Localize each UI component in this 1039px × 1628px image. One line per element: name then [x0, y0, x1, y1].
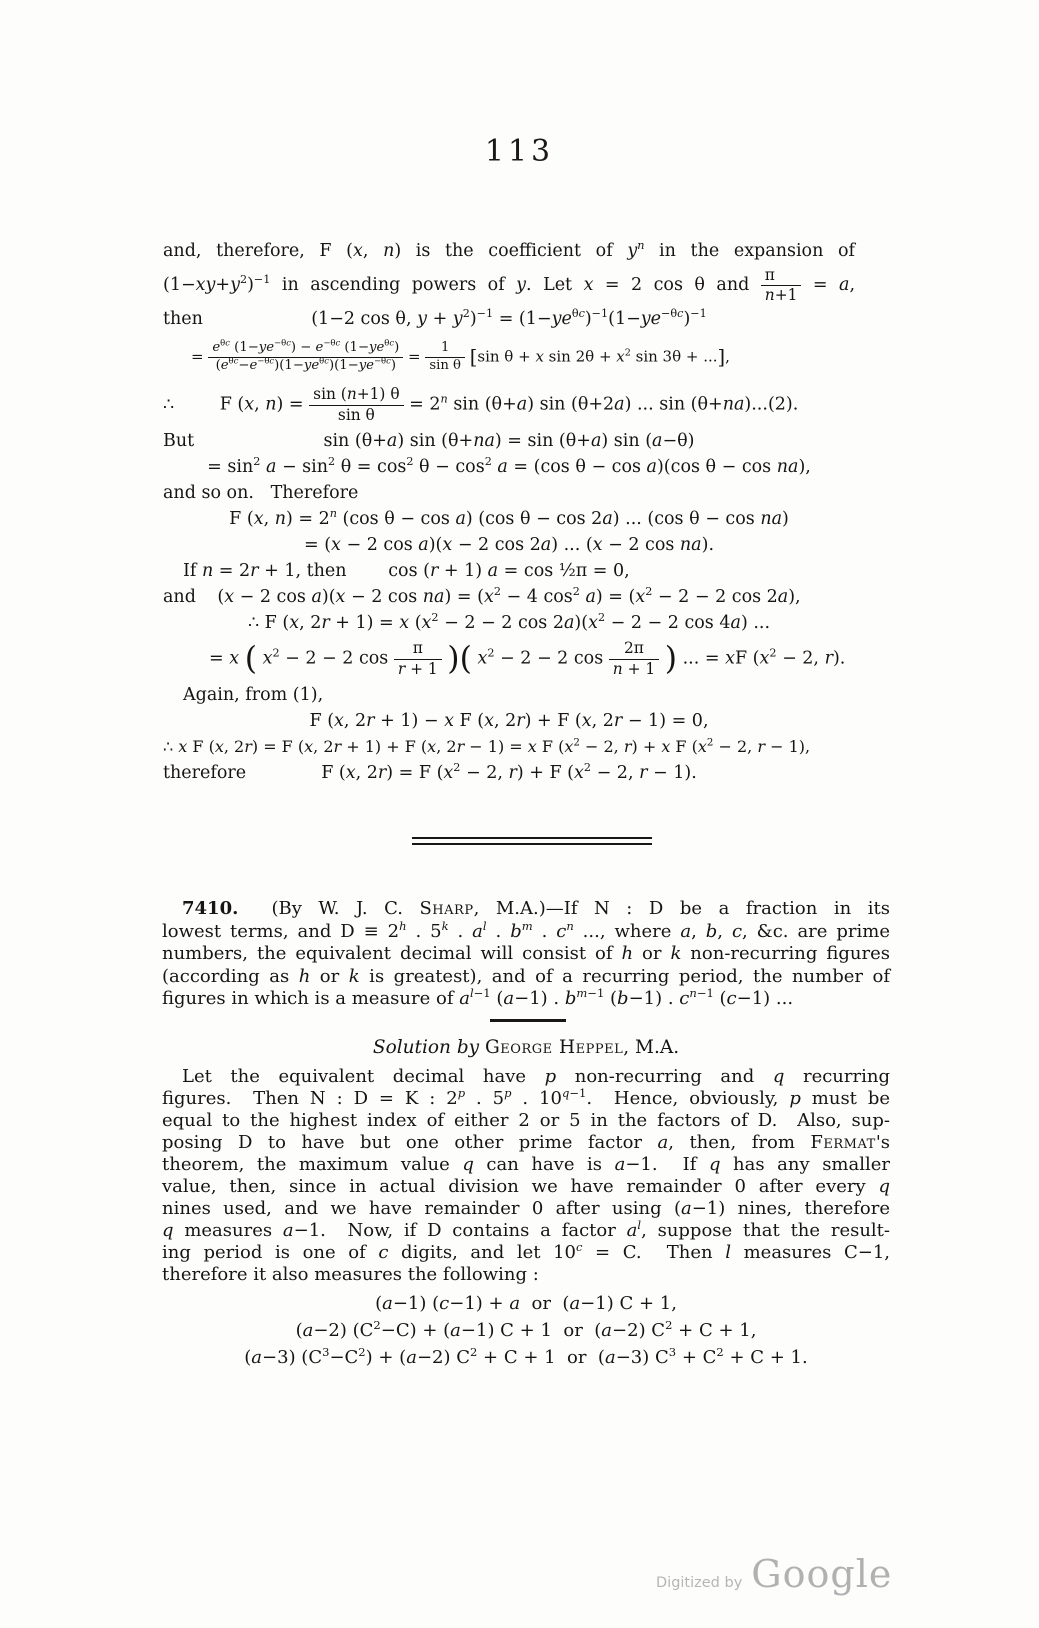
equation-line — [163, 306, 855, 332]
equation-line — [163, 382, 855, 428]
line-formula: = x ( $x^2 - 2 - 2$ cos $\frac{\pi}{r + 1}$ )( $x^2 - 2 - 2$ cos $\frac{2\pi}{n + 1}$ ) ... = xF ($x^2 - 2$, r). — [209, 639, 846, 678]
solution-line: value, then, since in actual division we have remainder 0 after every q — [162, 1176, 890, 1197]
solution-line: q measures a−1. Now, if D contains a factor $a^l$, suppose that the result- — [162, 1218, 890, 1241]
line-label: If n = 2r + 1, then — [183, 561, 347, 581]
divider-rule-bottom — [412, 843, 652, 845]
text-line: $(1-xy+y^2)^{-1}$ in ascending powers of y. Let x = 2 cos θ and $\frac{\pi}{n+1}$ = a, — [163, 265, 856, 304]
formula-line: (a−3) $(C^3-C^2) + (a-2) C^2 + C + 1$ or (a−3) $C^3 + C^2 + C + 1$. — [244, 1345, 808, 1368]
line-formula: = $e^{\theta c}$ $(1-ye^{-\theta c}) - e^{-\theta c}$ $(1-ye^{\theta c})$ $(e^{\theta c}-e^{-\theta c})(1-ye^{\theta c})(1-ye^{-\theta c})$ = $\frac{1}{\text{sin θ}}$ [sin θ + x $\sin 2\theta + x^2$ sin 3θ + ...], — [191, 337, 730, 373]
equation-line — [163, 558, 855, 584]
line-formula: cos (r + 1) a = cos ½π = 0, — [388, 561, 630, 581]
problem-line: figures in which is a measure of $a^{l-1}$ (a−1) . $b^{m-1}$ (b−1) . $c^{n-1}$ (c−1) ... — [162, 986, 794, 1009]
solution-line: Let the equivalent decimal have p non-recurring and q recurring — [182, 1066, 890, 1087]
solution-line: nines used, and we have remainder 0 after using (a−1) nines, therefore — [162, 1198, 890, 1219]
section-divider — [412, 837, 652, 849]
equation-line — [163, 636, 855, 682]
solution-line: equal to the highest index of either 2 or 5 in the factors of D. Also, sup- — [162, 1110, 890, 1131]
line-label: then — [163, 309, 203, 329]
problem-line: 7410. (By W. J. C. Sharp, M.A.)—If N : D be a fraction in its — [182, 898, 890, 919]
equation-line: = (x − 2 cos a)(x − 2 cos 2a) ... (x − 2 cos na). — [303, 535, 715, 555]
solution-line: figures. Then N : D = K : 2$^p$ . 5$^p$ . $10^{q-1}$. Hence, obviously, p must be — [162, 1086, 891, 1109]
equation-line: F (x, $n) = 2^n$ (cos θ − cos a) (cos θ − cos 2a) ... (cos θ − cos na) — [229, 507, 789, 529]
line-label: and — [163, 587, 196, 607]
math-derivation — [163, 238, 855, 786]
equation-line — [163, 428, 855, 454]
line-label: therefore — [163, 763, 247, 783]
solution-formulas — [162, 1290, 890, 1371]
line-formula: (1−2 cos θ, $y + y^2)^{-1} = (1-ye^{\theta c})^{-1}(1-ye^{-\theta c})^{-1}$ — [311, 307, 707, 329]
therefore-symbol: ∴ — [163, 395, 175, 415]
divider-rule-top — [412, 837, 652, 839]
problem-7410-statement — [162, 898, 890, 1011]
equation-line: F (x, 2r + 1) − x F (x, 2r) + F (x, 2r − 1) = 0, — [309, 711, 709, 731]
equation-line: = $\sin^2 a - \sin^2 \theta = \cos^2 \theta - \cos^2 a = (\cos$ θ − cos a)(cos θ − cos na), — [207, 455, 811, 477]
solution-heading: Solution by George Heppel, M.A. — [372, 1037, 680, 1058]
text-line: and so on. Therefore — [163, 483, 359, 503]
line-formula: sin (θ+a) sin (θ+na) = sin (θ+a) sin (a−θ) — [323, 431, 695, 451]
solution-line: posing D to have but one other prime factor a, then, from Fermat's — [162, 1132, 890, 1153]
line-formula: F (x, 2r) = F ($x^2 - 2$, r) + F ($x^2 - 2$, r − 1). — [321, 761, 697, 783]
digitized-by-label: Digitized by — [656, 1575, 743, 1591]
solution-body — [162, 1066, 890, 1286]
digitized-watermark — [656, 1552, 892, 1596]
line-label: But — [163, 431, 195, 451]
text-line: and, therefore, F (x, n) is the coefficient of $y^n$ in the expansion of — [163, 239, 855, 261]
solution-line: ing period is one of c digits, and let $10^c = C$. Then l measures C−1, — [162, 1240, 891, 1263]
page-number: 113 — [484, 134, 555, 169]
text-line: Again, from (1), — [183, 685, 324, 705]
solution-divider-rule — [490, 1019, 566, 1022]
problem-line: lowest terms, and $D \equiv 2^h$ . 5$^k$ . $a^l$ . $b^m$ . $c^n$ ..., where a, b, c, &c. are prime — [162, 918, 890, 942]
equation-line: ∴ F (x, 2r + 1) = x ($x^2 - 2 - 2$ $\cos 2a)(x^2 - 2 - 2$ cos 4a) ... — [247, 611, 771, 633]
equation-line — [163, 760, 855, 786]
formula-line: (a−2) $(C^2-C) + (a-1) C + 1$ or (a−2) $C^2 + C + 1$, — [295, 1318, 757, 1341]
solution-line: therefore it also measures the following : — [162, 1264, 539, 1285]
equation-line: ∴ x F (x, 2r) = F (x, 2r + 1) + F (x, 2r − 1) = x F ($x^2 - 2$, r) + x F ($x^2 - 2$, r − 1), — [163, 736, 811, 756]
equation-line — [163, 584, 855, 610]
line-formula: (x − 2 cos a)(x − 2 $\cos na) = (x^2 - 4$ $\cos^2 a) = (x^2 - 2 - 2$ cos 2a), — [217, 585, 801, 607]
line-formula: F (x, n) = $\frac{\sin (n+1) \theta}{\text{sin θ}}$ = $2^n$ sin (θ+a) sin (θ+2a) ... sin (θ+na)...(2). — [219, 385, 799, 424]
google-logo: Google — [751, 1552, 893, 1596]
problem-line: numbers, the equivalent decimal will consist of h or k non-recurring figures — [162, 943, 890, 964]
solution-line: theorem, the maximum value q can have is a−1. If q has any smaller — [162, 1154, 890, 1175]
equation-line — [163, 332, 855, 382]
problem-line: (according as h or k is greatest), and of a recurring period, the number of — [162, 965, 890, 987]
formula-line: (a−1) (c−1) + a or (a−1) C + 1, — [375, 1293, 677, 1314]
